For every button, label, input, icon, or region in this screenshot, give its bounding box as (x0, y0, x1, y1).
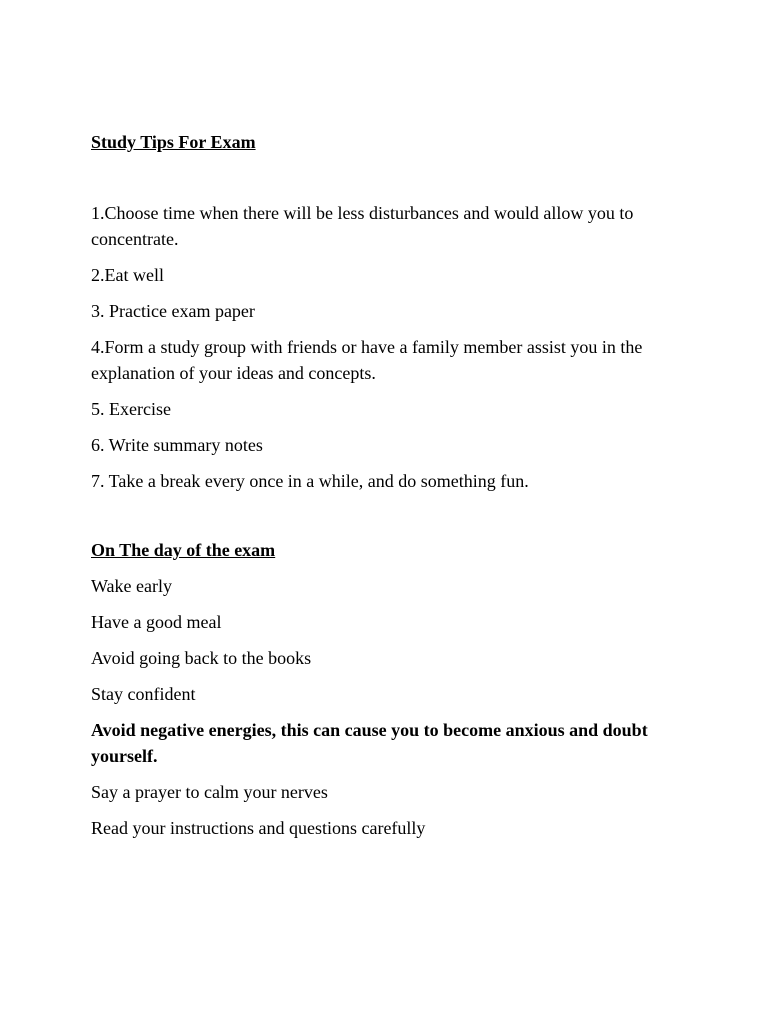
exam-day-item-7: Read your instructions and questions carefully (91, 818, 426, 838)
tip-item-6: 6. Write summary notes (91, 435, 263, 455)
tip-item-2: 2.Eat well (91, 265, 164, 285)
section-heading-study-tips: Study Tips For Exam (91, 132, 256, 152)
section-heading-exam-day: On The day of the exam (91, 540, 276, 560)
exam-day-item-3: Avoid going back to the books (91, 648, 312, 668)
exam-day-item-2: Have a good meal (91, 612, 222, 632)
tip-item-1: 1.Choose time when there will be less disturbances and would allow you to concentrate. (91, 203, 634, 249)
exam-day-item-1: Wake early (91, 576, 172, 596)
exam-day-item-6: Say a prayer to calm your nerves (91, 782, 328, 802)
tip-item-4: 4.Form a study group with friends or have a family member assist you in the explanation of your ideas and concepts. (91, 337, 643, 383)
tip-item-7: 7. Take a break every once in a while, and do something fun. (91, 471, 529, 491)
exam-day-item-4: Stay confident (91, 684, 196, 704)
exam-day-item-5: Avoid negative energies, this can cause you to become anxious and doubt yourself. (91, 720, 648, 766)
tip-item-3: 3. Practice exam paper (91, 301, 255, 321)
document-content (91, 129, 691, 851)
tip-item-5: 5. Exercise (91, 399, 171, 419)
